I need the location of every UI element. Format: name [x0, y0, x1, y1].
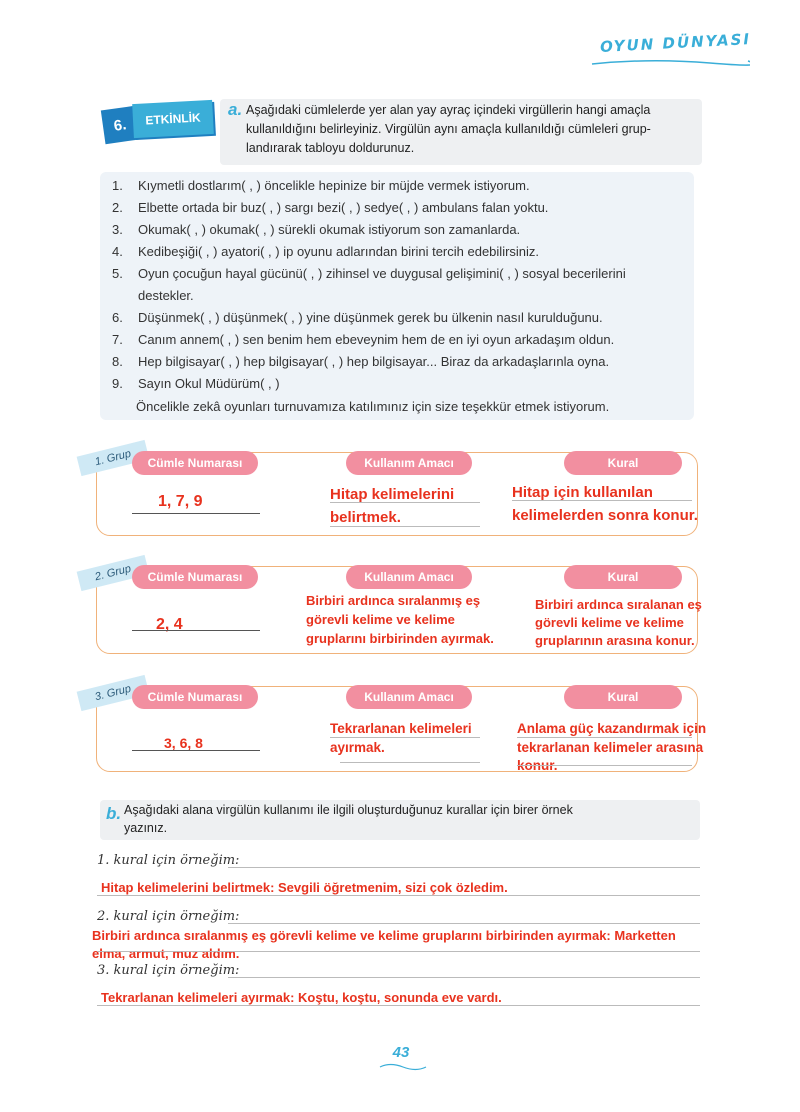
group-3-header-rule: Kural: [564, 685, 682, 709]
sentence-3: 3. Okumak( , ) okumak( , ) sürekli okumak istiyorum son zamanlarda.: [112, 222, 521, 237]
sentence-4: 4. Kedibeşiği( , ) ayatori( , ) ip oyunu adlarından birini tercih edebilirsiniz.: [112, 244, 540, 259]
group-1-tag: 1. Grup: [77, 440, 150, 476]
activity-badge: [103, 100, 213, 144]
part-b-letter: b.: [106, 804, 122, 823]
example-3-line-1: [228, 977, 700, 978]
example-2-line-1: [228, 923, 700, 924]
sentence-5: 5. Oyun çocuğun hayal gücünü( , ) zihinsel ve duygusal gelişimini( , ) sosyal becerilerini: [112, 266, 626, 281]
activity-number: 6.: [101, 106, 139, 144]
group-1-purpose-line-2: [330, 526, 480, 527]
example-1-line-2: [97, 895, 700, 896]
group-2-rule-l2: görevli kelime ve kelime: [535, 615, 684, 630]
example-2-label: 2. kural için örneğim:: [97, 909, 240, 924]
part-a-letter: a.: [228, 100, 243, 119]
sentence-9: 9. Sayın Okul Müdürüm( , ): [112, 376, 280, 391]
group-3-purpose-l2: ayırmak.: [330, 740, 385, 755]
group-1-header-numbers: Cümle Numarası: [132, 451, 258, 475]
example-2-line-2: [97, 951, 700, 952]
instruction-a-line-3: landırarak tabloyu doldurunuz.: [246, 141, 415, 155]
group-2-header-numbers: Cümle Numarası: [132, 565, 258, 589]
sentence-5-cont: destekler.: [138, 288, 194, 303]
group-2-purpose-l2: görevli kelime ve kelime: [306, 612, 455, 627]
example-1-answer: Hitap kelimelerini belirtmek: Sevgili öğretmenim, sizi çok özledim.: [101, 880, 508, 895]
group-2-tag: 2. Grup: [77, 555, 150, 591]
group-1-purpose-line-1: [330, 502, 480, 503]
group-1-rule-l1: Hitap için kullanılan: [512, 484, 653, 501]
example-2-answer-l1: Birbiri ardınca sıralanmış eş görevli kelime ve kelime gruplarını birbirinden ayırmak: Marketten: [92, 928, 676, 943]
instruction-a-line-2: kullanıldığını belirleyiniz. Virgülün aynı amaçla kullanıldığı cümleleri grup-: [246, 122, 651, 136]
group-2-numbers: 2, 4: [156, 616, 183, 633]
sentence-9-cont: Öncelikle zekâ oyunları turnuvamıza katılımınız için size teşekkür etmek istiyorum.: [136, 399, 610, 414]
group-3-numbers-line: [132, 750, 260, 751]
example-2-answer-l2: elma, armut, muz aldım.: [92, 946, 240, 961]
group-1-purpose-l1: Hitap kelimelerini: [330, 486, 455, 503]
group-3-rule-l1: Anlama güç kazandırmak için: [517, 721, 707, 736]
activity-label: ETKİNLİK: [132, 100, 214, 138]
example-3-label: 3. kural için örneğim:: [97, 963, 240, 978]
sentence-6: 6. Düşünmek( , ) düşünmek( , ) yine düşünmek gerek bu ülkenin nasıl kurulduğunu.: [112, 310, 603, 325]
group-3-numbers: 3, 6, 8: [164, 735, 203, 751]
example-1-line-1: [228, 867, 700, 868]
group-3-purpose-line-1: [330, 737, 480, 738]
group-2-header-purpose: Kullanım Amacı: [346, 565, 472, 589]
sentence-1: 1. Kıymetli dostlarım( , ) öncelikle hepinize bir müjde vermek istiyorum.: [112, 178, 530, 193]
page-number: 43: [392, 1044, 410, 1061]
group-2-purpose-l1: Birbiri ardınca sıralanmış eş: [306, 593, 481, 608]
group-2-numbers-line: [132, 630, 260, 631]
group-2-rule-l1: Birbiri ardınca sıralanan eş: [535, 597, 702, 612]
instruction-b-line-2: yazınız.: [124, 821, 168, 835]
example-3-line-2: [97, 1005, 700, 1006]
example-3-answer: Tekrarlanan kelimeleri ayırmak: Koştu, koştu, sonunda eve vardı.: [101, 990, 502, 1005]
group-1-header-rule: Kural: [564, 451, 682, 475]
group-3-purpose-line-2: [340, 762, 480, 763]
group-3-tag: 3. Grup: [77, 675, 150, 711]
instruction-b-line-1: Aşağıdaki alana virgülün kullanımı ile ilgili oluşturduğunuz kurallar için birer örnek: [124, 803, 573, 817]
group-3-rule-line-1: [517, 737, 692, 738]
instruction-a-line-1: Aşağıdaki cümlelerde yer alan yay ayraç içindeki virgüllerin hangi amaçla: [246, 103, 651, 117]
group-3-purpose-l1: Tekrarlanan kelimeleri: [330, 721, 472, 736]
group-3-header-purpose: Kullanım Amacı: [346, 685, 472, 709]
group-1-numbers-line: [132, 513, 260, 514]
group-3-rule-l3: konur.: [517, 758, 558, 773]
group-1-numbers: 1, 7, 9: [158, 493, 203, 510]
group-3-rule-line-2: [517, 765, 692, 766]
group-2-header-rule: Kural: [564, 565, 682, 589]
brand-underline: [590, 56, 750, 70]
series-title: OYUN DÜNYASI: [599, 30, 752, 56]
group-2-rule-l3: gruplarının arasına konur.: [535, 633, 695, 648]
group-1-rule-line-1: [512, 500, 692, 501]
example-1-label: 1. kural için örneğim:: [97, 853, 240, 868]
group-3-header-numbers: Cümle Numarası: [132, 685, 258, 709]
group-1-header-purpose: Kullanım Amacı: [346, 451, 472, 475]
group-1-rule-l2: kelimelerden sonra konur.: [512, 507, 698, 524]
page-number-swirl: [378, 1062, 428, 1072]
sentence-8: 8. Hep bilgisayar( , ) hep bilgisayar( , ) hep bilgisayar... Biraz da arkadaşlarınla oyna.: [112, 354, 610, 369]
group-2-purpose-l3: gruplarını birbirinden ayırmak.: [306, 631, 494, 646]
sentence-2: 2. Elbette ortada bir buz( , ) sargı bezi( , ) sedye( , ) ambulans falan yoktu.: [112, 200, 549, 215]
sentence-7: 7. Canım annem( , ) sen benim hem ebeveynim hem de en iyi oyun arkadaşım oldun.: [112, 332, 615, 347]
group-3-rule-l2: tekrarlanan kelimeler arasına: [517, 740, 704, 755]
group-1-purpose-l2: belirtmek.: [330, 509, 401, 526]
